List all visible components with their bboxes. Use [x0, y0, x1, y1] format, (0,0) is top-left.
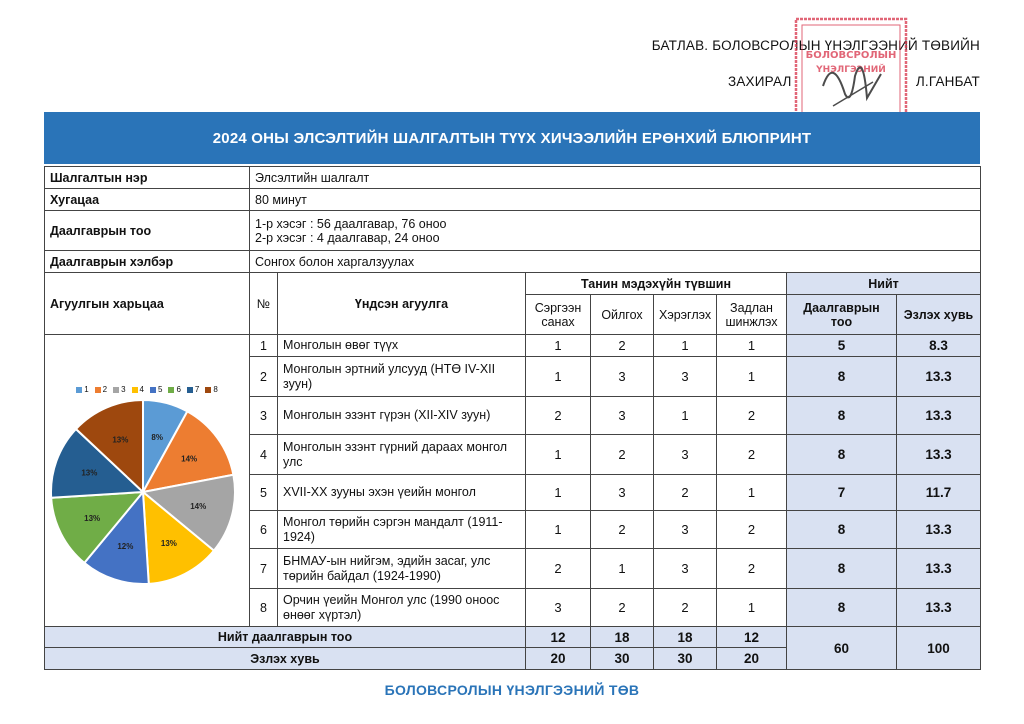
topic-name: Монголын эртний улсууд (НТӨ IV-XII зуун)	[278, 357, 526, 397]
recall-count: 1	[526, 435, 591, 475]
totals-task-recall: 12	[526, 627, 591, 648]
info-row-task-form	[45, 251, 981, 273]
topic-name: Орчин үеийн Монгол улс (1990 оноос өнөөг хүртэл)	[278, 589, 526, 627]
stamp-text-2: ҮНЭЛГЭЭНИЙ	[816, 65, 886, 75]
header-no: №	[250, 273, 278, 335]
apply-count: 3	[654, 357, 717, 397]
blueprint-table	[44, 166, 981, 670]
legend-item	[168, 385, 180, 394]
legend-item	[95, 385, 107, 394]
analyze-count: 2	[717, 435, 787, 475]
totals-pct-recall: 20	[526, 648, 591, 670]
analyze-count: 1	[717, 475, 787, 511]
approval-name: Л.ГАНБАТ	[915, 74, 980, 89]
task-count: 8	[787, 397, 897, 435]
understand-count: 3	[591, 475, 654, 511]
apply-count: 3	[654, 435, 717, 475]
task-count: 8	[787, 511, 897, 549]
score-pct: 13.3	[897, 549, 981, 589]
header-scope: Агуулгын харьцаа	[45, 273, 250, 335]
legend-item	[113, 385, 125, 394]
recall-count: 1	[526, 335, 591, 357]
pie-slice-label: 12%	[117, 542, 134, 552]
totals-pct-understand: 30	[591, 648, 654, 670]
apply-count: 3	[654, 549, 717, 589]
stamp-text-1: БОЛОВСРОЛЫН	[805, 50, 897, 61]
totals-task-analyze: 12	[717, 627, 787, 648]
pie-slice-label: 13%	[112, 435, 129, 445]
task-count: 8	[787, 589, 897, 627]
exam-name-value: Элсэлтийн шалгалт	[250, 167, 981, 189]
legend-item	[150, 385, 162, 394]
header-cognitive-level: Танин мэдэхүйн түвшин	[526, 273, 787, 295]
recall-count: 1	[526, 475, 591, 511]
pie-slice-label: 13%	[84, 513, 101, 523]
row-number: 7	[250, 549, 278, 589]
info-row-exam-name	[45, 167, 981, 189]
topic-name: Монголын өвөг түүх	[278, 335, 526, 357]
score-pct: 13.3	[897, 357, 981, 397]
understand-count: 3	[591, 357, 654, 397]
understand-count: 1	[591, 549, 654, 589]
score-pct: 8.3	[897, 335, 981, 357]
footer-org-name: БОЛОВСРОЛЫН ҮНЭЛГЭЭНИЙ ТӨВ	[384, 682, 640, 698]
legend-swatch	[113, 387, 119, 393]
recall-count: 2	[526, 397, 591, 435]
apply-count: 2	[654, 589, 717, 627]
info-row-duration	[45, 189, 981, 211]
row-number: 6	[250, 511, 278, 549]
apply-count: 1	[654, 397, 717, 435]
totals-task-apply: 18	[654, 627, 717, 648]
recall-count: 1	[526, 511, 591, 549]
apply-count: 2	[654, 475, 717, 511]
header-recall: Сэргээн санах	[526, 295, 591, 335]
totals-task-row	[45, 627, 981, 648]
approval-line: БАТЛАВ. БОЛОВСРОЛЫН ҮНЭЛГЭЭНИЙ ТӨВИЙН	[651, 38, 980, 53]
task-count-value	[250, 211, 981, 251]
exam-name-label: Шалгалтын нэр	[45, 167, 250, 189]
legend-item	[205, 385, 217, 394]
task-count: 8	[787, 357, 897, 397]
legend-label: 1	[84, 385, 89, 394]
pie-slice-label: 8%	[151, 432, 163, 442]
pie-slice-label: 13%	[160, 538, 177, 548]
score-pct: 13.3	[897, 589, 981, 627]
task-count: 5	[787, 335, 897, 357]
totals-pct-apply: 30	[654, 648, 717, 670]
score-pct: 11.7	[897, 475, 981, 511]
pie-chart	[45, 394, 249, 584]
legend-item	[76, 385, 88, 394]
legend-item	[187, 385, 199, 394]
legend-swatch	[168, 387, 174, 393]
understand-count: 3	[591, 397, 654, 435]
pie-slice-label: 14%	[190, 502, 207, 512]
topic-name: Монголын эзэнт гүрний дараах монгол улс	[278, 435, 526, 475]
row-number: 1	[250, 335, 278, 357]
totals-task-label: Нийт даалгаврын тоо	[45, 627, 526, 648]
analyze-count: 1	[717, 589, 787, 627]
task-count: 8	[787, 435, 897, 475]
understand-count: 2	[591, 589, 654, 627]
pie-legend	[45, 385, 249, 394]
topic-name: XVII-XX зууны эхэн үеийн монгол	[278, 475, 526, 511]
row-number: 8	[250, 589, 278, 627]
task-count: 7	[787, 475, 897, 511]
pie-chart-cell	[45, 335, 250, 627]
row-number: 4	[250, 435, 278, 475]
info-row-task-count	[45, 211, 981, 251]
header-task-count: Даалгаврын тоо	[787, 295, 897, 335]
understand-count: 2	[591, 335, 654, 357]
legend-swatch	[132, 387, 138, 393]
topic-row	[45, 335, 981, 357]
apply-count: 3	[654, 511, 717, 549]
totals-task-understand: 18	[591, 627, 654, 648]
header-content: Үндсэн агуулга	[278, 273, 526, 335]
analyze-count: 2	[717, 511, 787, 549]
score-pct: 13.3	[897, 435, 981, 475]
legend-label: 4	[139, 385, 144, 394]
legend-label: 3	[121, 385, 126, 394]
legend-label: 7	[194, 385, 200, 394]
analyze-count: 2	[717, 397, 787, 435]
recall-count: 1	[526, 357, 591, 397]
recall-count: 3	[526, 589, 591, 627]
row-number: 2	[250, 357, 278, 397]
header-total: Нийт	[787, 273, 981, 295]
approval-title: ЗАХИРАЛ	[728, 74, 792, 89]
analyze-count: 1	[717, 335, 787, 357]
legend-swatch	[76, 387, 82, 393]
row-number: 5	[250, 475, 278, 511]
totals-pct-analyze: 20	[717, 648, 787, 670]
analyze-count: 1	[717, 357, 787, 397]
score-pct: 13.3	[897, 397, 981, 435]
legend-swatch	[205, 387, 211, 393]
grand-task-count: 60	[787, 627, 897, 670]
task-count-part2: 2-р хэсэг : 4 даалгавар, 24 оноо	[255, 230, 440, 245]
duration-value: 80 минут	[250, 189, 981, 211]
task-count-label: Даалгаврын тоо	[45, 211, 250, 251]
grand-score-pct: 100	[897, 627, 981, 670]
legend-swatch	[95, 387, 101, 393]
legend-label: 2	[102, 385, 108, 394]
totals-pct-label: Эзлэх хувь	[45, 648, 526, 670]
header-understand: Ойлгох	[591, 295, 654, 335]
legend-swatch	[150, 387, 156, 393]
topic-name: БНМАУ-ын нийгэм, эдийн засаг, улс төрийн байдал (1924-1990)	[278, 549, 526, 589]
topic-name: Монголын эзэнт гүрэн (XII-XIV зуун)	[278, 397, 526, 435]
task-count-part1: 1-р хэсэг : 56 даалгавар, 76 оноо	[255, 216, 447, 231]
pie-slice-label: 14%	[181, 454, 198, 464]
understand-count: 2	[591, 435, 654, 475]
legend-label: 8	[213, 385, 218, 394]
topic-name: Монгол төрийн сэргэн мандалт (1911-1924)	[278, 511, 526, 549]
page-title: 2024 ОНЫ ЭЛСЭЛТИЙН ШАЛГАЛТЫН ТҮҮХ ХИЧЭЭЛИЙН ЕРӨНХИЙ БЛЮПРИНТ	[44, 112, 980, 164]
legend-label: 6	[176, 385, 181, 394]
legend-item	[132, 385, 144, 394]
header-score-pct: Эзлэх хувь	[897, 295, 981, 335]
legend-label: 5	[158, 385, 163, 394]
score-pct: 13.3	[897, 511, 981, 549]
legend-swatch	[187, 387, 193, 393]
row-number: 3	[250, 397, 278, 435]
topic-rows	[45, 335, 981, 627]
recall-count: 2	[526, 549, 591, 589]
pie-slice-label: 13%	[81, 468, 98, 478]
apply-count: 1	[654, 335, 717, 357]
understand-count: 2	[591, 511, 654, 549]
duration-label: Хугацаа	[45, 189, 250, 211]
header-analyze: Задлан шинжлэх	[717, 295, 787, 335]
task-form-value: Сонгох болон харгалзуулах	[250, 251, 981, 273]
analyze-count: 2	[717, 549, 787, 589]
task-form-label: Даалгаврын хэлбэр	[45, 251, 250, 273]
task-count: 8	[787, 549, 897, 589]
header-apply: Хэрэглэх	[654, 295, 717, 335]
header-row-1	[45, 273, 981, 295]
